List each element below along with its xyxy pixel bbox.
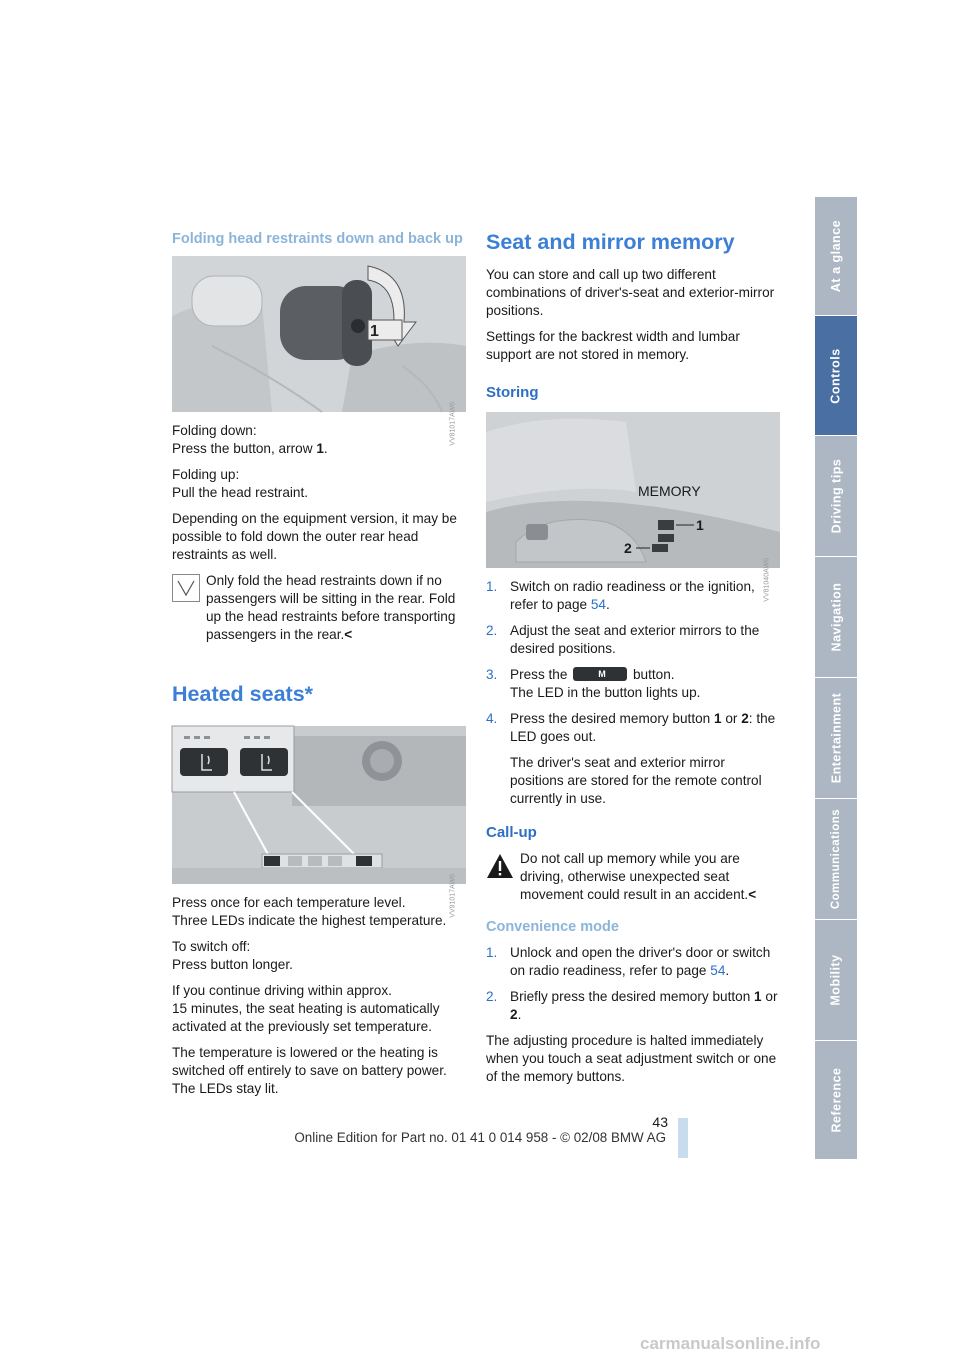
tab-label: Communications xyxy=(830,808,843,910)
tab-label: Entertainment xyxy=(829,692,844,784)
tab-label: Controls xyxy=(829,347,844,404)
image-code: VV91017AW6 xyxy=(450,874,457,918)
note-text: Only fold the head restraints down if no passengers will be sitting in the rear. Fold up the head restraints before transporting passengers in the rear. xyxy=(206,573,456,642)
watermark: carmanualsonline.info xyxy=(640,1334,821,1353)
convenience-steps xyxy=(486,944,782,1024)
tab-mobility[interactable] xyxy=(815,920,857,1042)
left-column xyxy=(172,230,466,1106)
chapter-tabs xyxy=(815,197,857,1159)
fold-down-instruction: Press the button, arrow xyxy=(172,441,313,456)
tab-communications[interactable] xyxy=(815,799,857,921)
image-code: VV81017AW6 xyxy=(450,402,457,446)
step-text: Press the xyxy=(510,667,568,682)
tab-label: Mobility xyxy=(829,954,843,1006)
step-item xyxy=(486,988,782,1024)
warning-icon xyxy=(486,852,514,880)
step-text-end: : the LED goes out. xyxy=(510,711,776,744)
step-or: or xyxy=(761,989,778,1004)
temperature-text: The temperature is lowered or the heating is switched off entirely to save on battery power. The LEDs stay lit. xyxy=(172,1045,447,1096)
heading-heated-seats: Heated seats* xyxy=(172,682,314,706)
step-number: 1. xyxy=(486,945,498,960)
button-number-2: 2 xyxy=(510,1007,518,1022)
step-number: 3. xyxy=(486,667,498,682)
tab-label: Driving tips xyxy=(829,458,844,534)
image-code: VV81040AW6 xyxy=(764,558,771,602)
tab-label: Navigation xyxy=(829,582,843,652)
step-text-end: . xyxy=(725,963,730,978)
fold-up-label: Folding up: xyxy=(172,467,240,482)
button-number-1: 1 xyxy=(754,989,762,1004)
page-link[interactable]: 54 xyxy=(590,597,606,612)
fold-up-text xyxy=(172,466,466,502)
step-text: Switch on radio readiness or the ignition, refer to page xyxy=(510,579,755,612)
memory-label: MEMORY xyxy=(638,483,701,499)
tab-navigation[interactable] xyxy=(815,557,857,679)
tab-reference[interactable] xyxy=(815,1041,857,1161)
step-or: or xyxy=(721,711,742,726)
heat-text xyxy=(172,894,466,930)
step-text: Press the desired memory button xyxy=(510,711,714,726)
halted-text: The adjusting procedure is halted immediately when you touch a seat adjustment switch or one of the memory buttons. xyxy=(486,1033,777,1084)
fold-down-text: Folding down: Press the button, arrow 1. xyxy=(172,423,328,456)
memory-button-label-2: 2 xyxy=(624,540,632,556)
warning-text: Do not call up memory while you are driving, otherwise unexpected seat movement could result in an accident. xyxy=(520,851,749,902)
heading-call-up: Call-up xyxy=(486,824,537,841)
step-text-end: . xyxy=(517,1007,522,1022)
memory-button-icon xyxy=(573,667,627,681)
continue-text xyxy=(172,982,466,1036)
step-item xyxy=(486,622,782,658)
arrow-number: 1 xyxy=(316,441,324,456)
step-text: Unlock and open the driver's door or switch on radio readiness, refer to page xyxy=(510,945,771,978)
memory-buttons-illustration xyxy=(486,412,780,568)
footer-text: Online Edition for Part no. 01 41 0 014 958 - © 02/08 BMW AG xyxy=(294,1130,666,1145)
page-link[interactable]: 54 xyxy=(710,963,726,978)
memory-button-label-1: 1 xyxy=(696,517,704,533)
step-text: Adjust the seat and exterior mirrors to the desired positions. xyxy=(510,623,760,656)
tab-at-a-glance[interactable] xyxy=(815,197,857,317)
storing-steps xyxy=(486,578,782,808)
button-number-2: 2 xyxy=(741,711,749,726)
switch-off-label: To switch off: xyxy=(172,939,251,954)
note-block xyxy=(172,572,466,644)
tab-controls[interactable] xyxy=(815,316,857,437)
tab-label: Reference xyxy=(829,1067,844,1133)
step-item xyxy=(486,578,782,614)
tab-entertainment[interactable] xyxy=(815,678,857,800)
heat-line-1: Press once for each temperature level. xyxy=(172,895,406,910)
switch-off-instruction: Press button longer. xyxy=(172,957,293,972)
fold-up-instruction: Pull the head restraint. xyxy=(172,485,309,500)
intro-text: You can store and call up two different combinations of driver's-seat and exterior-mirror positions. xyxy=(486,267,775,318)
step-detail: The LED in the button lights up. xyxy=(510,685,701,700)
heading-folding-head-restraints: Folding head restraints down and back up xyxy=(172,231,463,247)
note-arrow-icon xyxy=(172,574,200,602)
depending-text: Depending on the equipment version, it may be possible to fold down the outer rear head restraints as well. xyxy=(172,511,457,562)
heat-line-2: Three LEDs indicate the highest temperature. xyxy=(172,913,447,928)
step-number: 2. xyxy=(486,989,498,1004)
page-number: 43 xyxy=(652,1114,668,1130)
step-text-end: button. xyxy=(632,667,675,682)
end-mark: < xyxy=(344,627,353,642)
continue-line-1: If you continue driving within approx. xyxy=(172,983,392,998)
settings-text: Settings for the backrest width and lumbar support are not stored in memory. xyxy=(486,329,740,362)
switch-off-text xyxy=(172,938,466,974)
arrow-label-1: 1 xyxy=(370,323,379,340)
step-number: 1. xyxy=(486,579,498,594)
step-item xyxy=(486,710,782,808)
tab-label: At a glance xyxy=(829,219,843,293)
footer-bar xyxy=(678,1118,688,1158)
heated-seats-illustration xyxy=(172,726,466,884)
step-text-end: . xyxy=(605,597,610,612)
fold-down-label: Folding down: xyxy=(172,423,257,438)
button-number-1: 1 xyxy=(714,711,722,726)
head-restraint-illustration xyxy=(172,256,466,412)
step-number: 4. xyxy=(486,711,498,726)
memory-button-icon-label: M xyxy=(598,669,606,679)
heading-seat-mirror-memory: Seat and mirror memory xyxy=(486,230,735,254)
tab-driving-tips[interactable] xyxy=(815,436,857,558)
step-detail: The driver's seat and exterior mirror positions are stored for the remote control currently in use. xyxy=(510,755,762,806)
end-mark: < xyxy=(748,887,757,902)
step-text: Briefly press the desired memory button xyxy=(510,989,755,1004)
right-column xyxy=(486,230,782,1094)
heading-storing: Storing xyxy=(486,384,539,401)
step-item xyxy=(486,944,782,980)
step-item xyxy=(486,666,782,702)
continue-line-2: 15 minutes, the seat heating is automatically activated at the previously set temperature. xyxy=(172,1001,440,1034)
warning-block xyxy=(486,850,782,904)
heading-convenience-mode: Convenience mode xyxy=(486,919,619,935)
step-number: 2. xyxy=(486,623,498,638)
